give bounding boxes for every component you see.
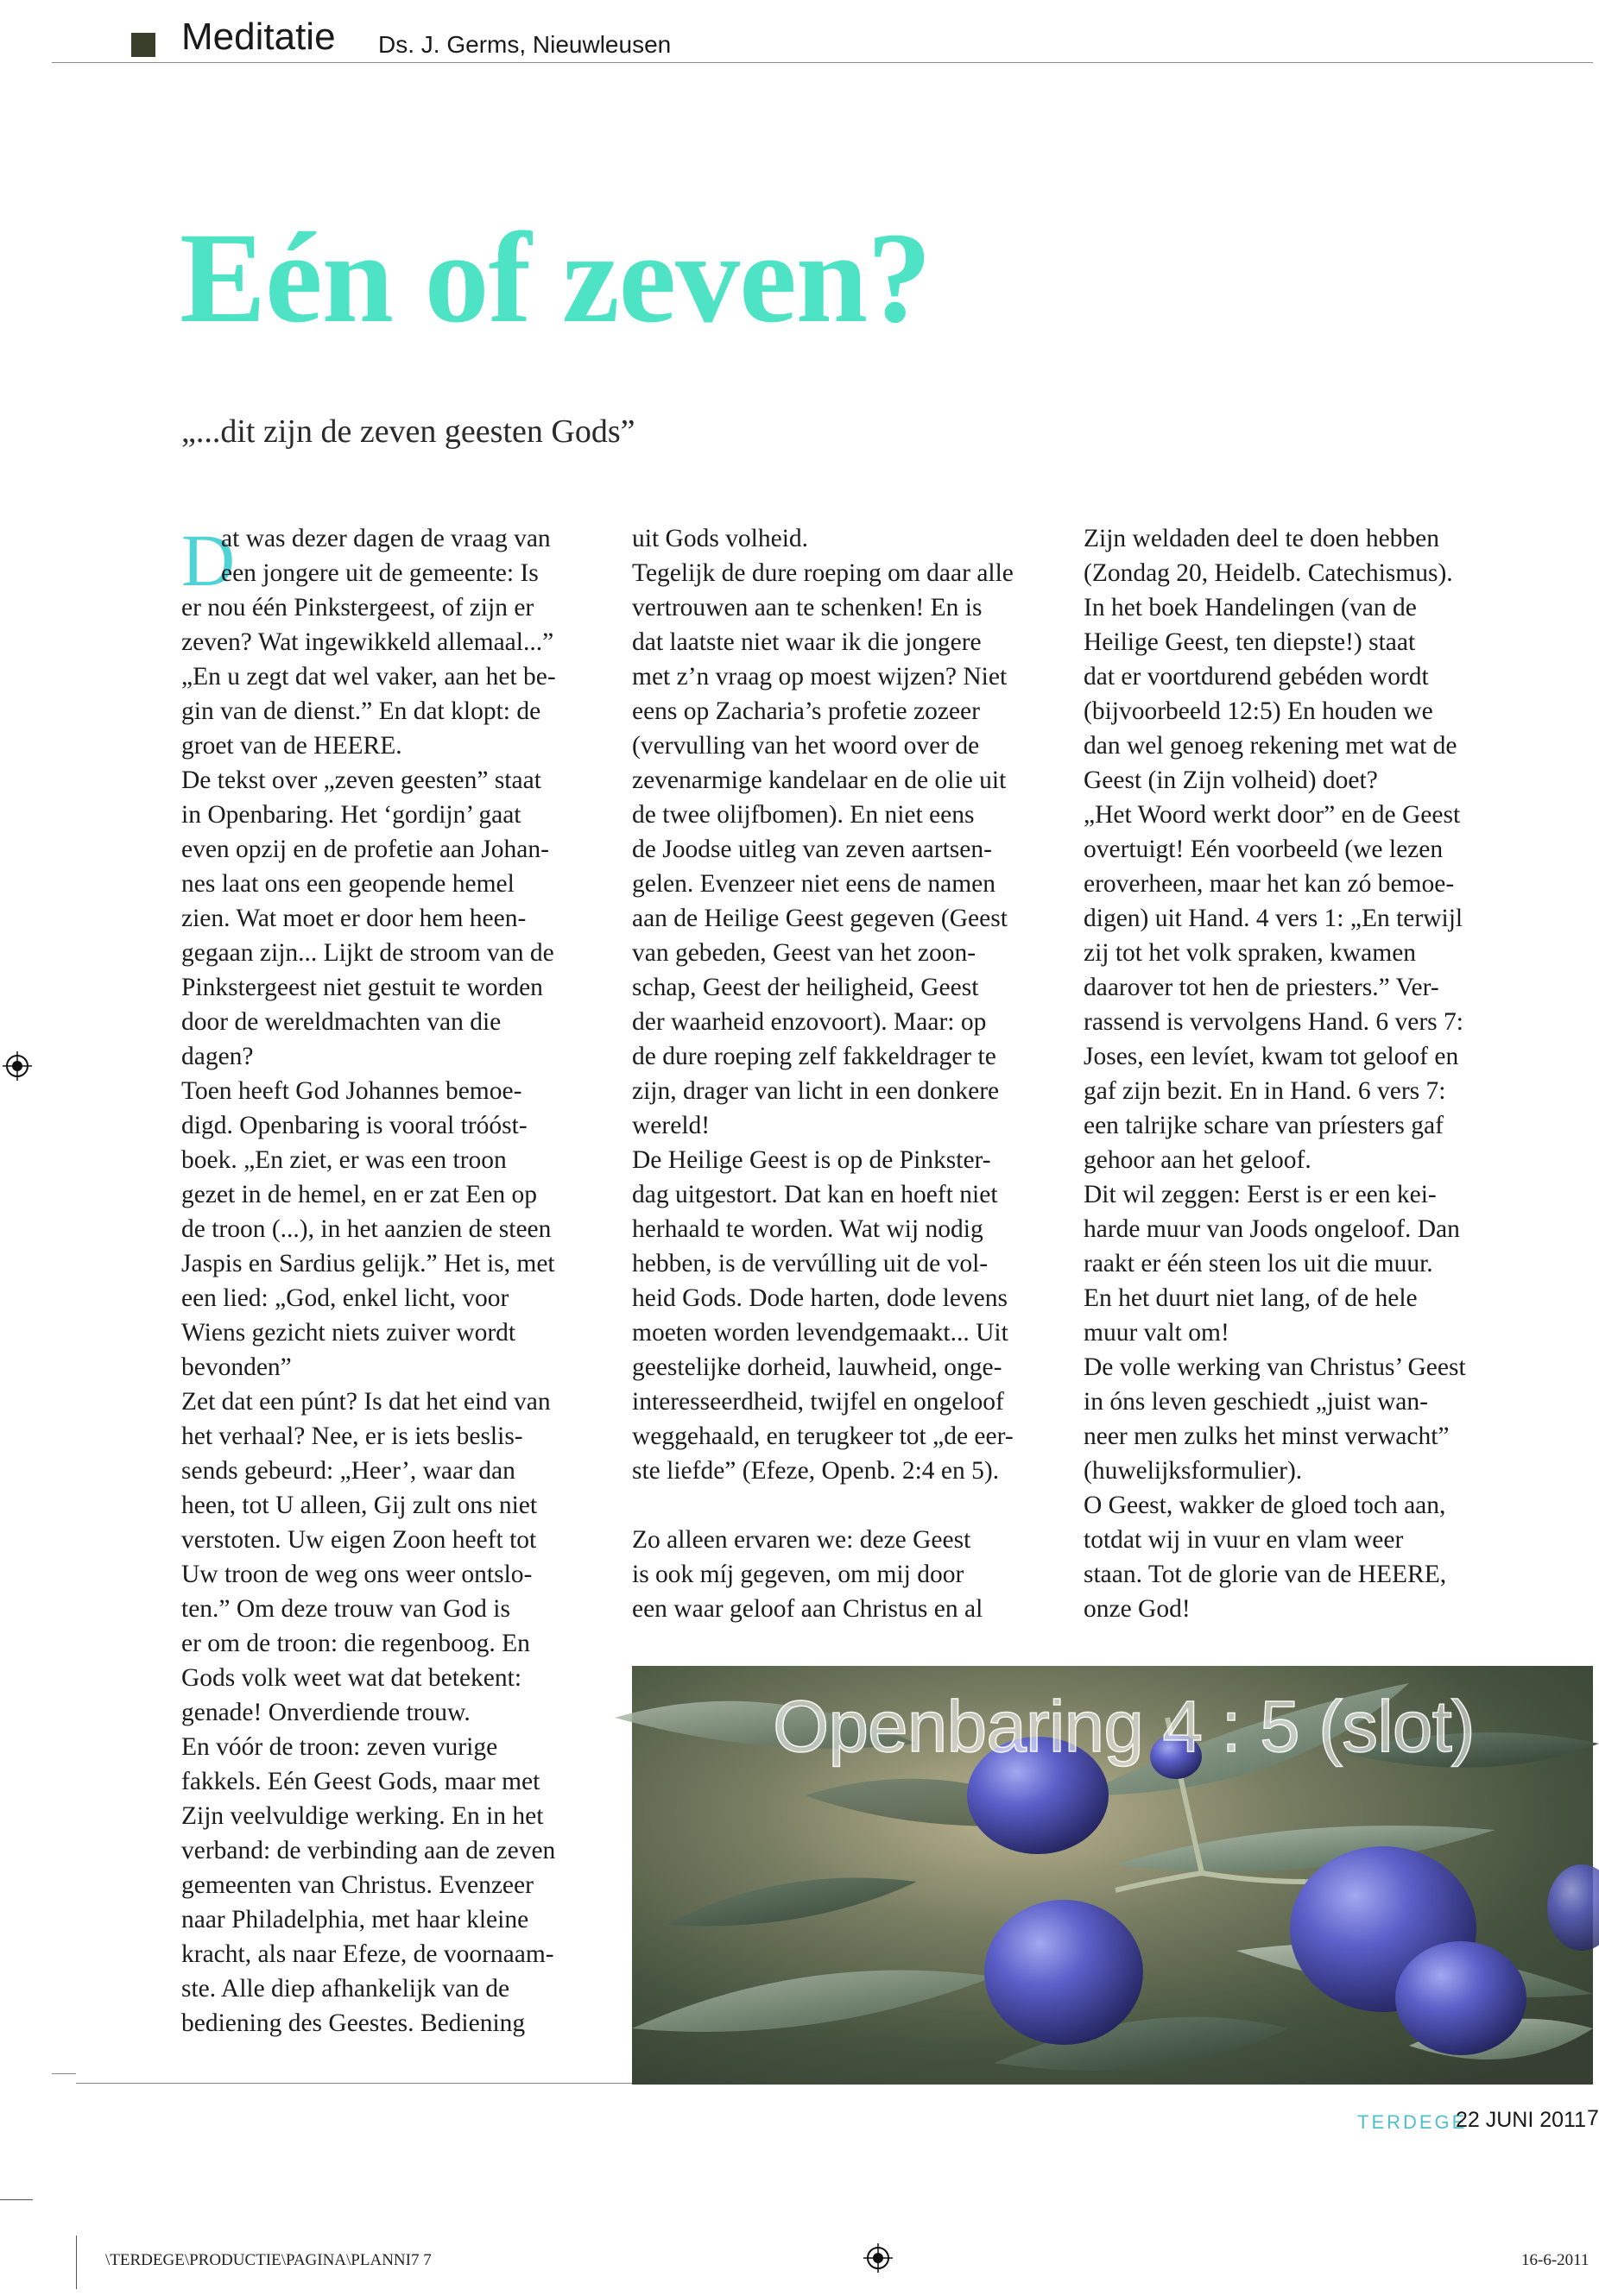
text-line: dagen? (181, 1043, 254, 1070)
text-line: in óns leven geschiedt „juist wan- (1084, 1388, 1428, 1416)
text-line: (Zondag 20, Heidelb. Catechismus). (1084, 559, 1453, 587)
text-line: Jaspis en Sardius gelijk.” Het is, met (181, 1250, 555, 1277)
text-line: een jongere uit de gemeente: Is (221, 559, 539, 587)
text-line: Zo alleen ervaren we: deze Geest (632, 1526, 971, 1554)
text-line: heen, tot U alleen, Gij zult ons niet (181, 1492, 538, 1519)
text-line: is ook míj gegeven, om mij door (632, 1561, 964, 1588)
text-line: het verhaal? Nee, er is iets beslis- (181, 1422, 523, 1450)
text-line: de troon (...), in het aanzien de steen (181, 1215, 552, 1243)
text-line: Tegelijk de dure roeping om daar alle (632, 559, 1014, 587)
text-line: Geest (in Zijn volheid) doet? (1084, 766, 1378, 794)
magazine-name: TERDEGE (1357, 2111, 1468, 2133)
text-line: totdat wij in vuur en vlam weer (1084, 1526, 1404, 1554)
author-line: Ds. J. Germs, Nieuwleusen (378, 31, 672, 58)
text-line: rassend is vervolgens Hand. 6 vers 7: (1084, 1008, 1463, 1036)
text-line: geestelijke dorheid, lauwheid, onge- (632, 1353, 1002, 1381)
text-line: bediening des Geestes. Bediening (181, 2009, 526, 2037)
text-line: Toen heeft God Johannes bemoe- (181, 1077, 522, 1105)
text-line: zij tot het volk spraken, kwamen (1084, 939, 1417, 967)
text-line: er om de troon: die regenboog. En (181, 1630, 530, 1657)
text-line: er nou één Pinkstergeest, of zijn er (181, 594, 534, 621)
registration-mark-icon (863, 2243, 893, 2273)
text-line: weggehaald, en terugkeer tot „de eer- (632, 1422, 1014, 1450)
text-line: En vóór de troon: zeven vurige (181, 1733, 498, 1761)
text-line: daarover tot hen de priesters.” Ver- (1084, 974, 1439, 1001)
text-line: Uw troon de weg ons weer ontslo- (181, 1561, 533, 1588)
text-line: van gebeden, Geest van het zoon- (632, 939, 976, 967)
text-line: gegaan zijn... Lijkt de stroom van de (181, 939, 554, 967)
text-line: (huwelijksformulier). (1084, 1457, 1303, 1485)
text-line: „En u zegt dat wel vaker, aan het be- (181, 663, 556, 691)
text-line: een lied: „God, enkel licht, voor (181, 1284, 509, 1312)
text-line: gelen. Evenzeer niet eens de namen (632, 870, 995, 898)
text-line: (vervulling van het woord over de (632, 732, 980, 760)
text-line: de Joodse uitleg van zeven aartsen- (632, 836, 992, 863)
text-line: heid Gods. Dode harten, dode levens (632, 1284, 1008, 1312)
text-line: herhaald te worden. Wat wij nodig (632, 1215, 983, 1243)
text-line: Pinkstergeest niet gestuit te worden (181, 974, 543, 1001)
text-line: door de wereldmachten van die (181, 1008, 502, 1036)
text-line: zevenarmige kandelaar en de olie uit (632, 766, 1007, 794)
text-line: ste. Alle diep afhankelijk van de (181, 1975, 510, 2003)
text-column-1 (181, 521, 613, 2041)
text-line: der waarheid enzovoort). Maar: op (632, 1008, 987, 1036)
text-line: staan. Tot de glorie van de HEERE, (1084, 1561, 1447, 1588)
text-line: In het boek Handelingen (van de (1084, 594, 1417, 621)
text-line: De tekst over „zeven geesten” staat (181, 766, 541, 794)
text-line: overtuigt! Eén voorbeeld (we lezen (1084, 836, 1444, 863)
text-line: even opzij en de profetie aan Johan- (181, 836, 549, 863)
text-line: aan de Heilige Geest gegeven (Geest (632, 905, 1008, 932)
text-line: verstoten. Uw eigen Zoon heeft tot (181, 1526, 537, 1554)
text-line: bevonden” (181, 1353, 292, 1381)
text-line: dag uitgestort. Dat kan en hoeft niet (632, 1181, 998, 1208)
text-column-2 (632, 521, 1064, 1626)
text-line: gemeenten van Christus. Evenzeer (181, 1871, 534, 1899)
text-line: Dit wil zeggen: Eerst is er een kei- (1084, 1181, 1437, 1208)
text-line: in Openbaring. Het ‘gordijn’ gaat (181, 801, 521, 829)
text-line: de dure roeping zelf fakkeldrager te (632, 1043, 996, 1070)
section-title: Meditatie (181, 16, 336, 58)
text-line: een waar geloof aan Christus en al (632, 1595, 983, 1623)
text-line: vertrouwen aan te schenken! En is (632, 594, 983, 621)
text-line: met z’n vraag op moest wijzen? Niet (632, 663, 1008, 691)
text-line: verband: de verbinding aan de zeven (181, 1837, 556, 1864)
text-line: sends gebeurd: „Heer’, waar dan (181, 1457, 515, 1485)
header-crop-tick (52, 62, 76, 63)
text-line: de twee olijfbomen). En niet eens (632, 801, 975, 829)
text-line: Heilige Geest, ten diepste!) staat (1084, 628, 1416, 656)
text-line: raakt er één steen los uit die muur. (1084, 1250, 1433, 1277)
text-line: En het duurt niet lang, of de hele (1084, 1284, 1418, 1312)
paragraph-gap (632, 1488, 1064, 1523)
text-line: nes laat ons een geopende hemel (181, 870, 515, 898)
text-line: wereld! (632, 1112, 711, 1139)
text-line: muur valt om! (1084, 1319, 1229, 1347)
text-line: „Het Woord werkt door” en de Geest (1084, 801, 1461, 829)
registration-mark-icon (3, 1051, 32, 1081)
photo-caption: Openbaring 4 : 5 (slot) (773, 1686, 1475, 1767)
footer-crop-tick (52, 2073, 76, 2074)
text-line: ste liefde” (Efeze, Openb. 2:4 en 5). (632, 1457, 1000, 1485)
production-date: 16-6-2011 (1521, 2251, 1590, 2269)
text-line: Zijn weldaden deel te doen hebben (1084, 525, 1440, 552)
text-line: Gods volk weet wat dat betekent: (181, 1664, 522, 1692)
text-line: genade! Onverdiende trouw. (181, 1699, 471, 1726)
footer-rule (76, 2083, 632, 2084)
text-line: dat er voortdurend gebéden wordt (1084, 663, 1429, 691)
text-line: zijn, drager van licht in een donkere (632, 1077, 1000, 1105)
header-rule (76, 62, 1593, 63)
text-line: dan wel genoeg rekening met wat de (1084, 732, 1457, 760)
text-line: Joses, een levíet, kwam tot geloof en (1084, 1043, 1459, 1070)
text-line: at was dezer dagen de vraag van (221, 525, 551, 552)
page-number: 7 (1587, 2106, 1599, 2130)
text-line: De volle werking van Christus’ Geest (1084, 1353, 1466, 1381)
text-line: (bijvoorbeeld 12:5) En houden we (1084, 697, 1433, 725)
production-slug: \TERDEGE\PRODUCTIE\PAGINA\PLANNI7 7 (105, 2251, 432, 2269)
text-line: digen) uit Hand. 4 vers 1: „En terwijl (1084, 905, 1463, 932)
text-line: De Heilige Geest is op de Pinkster- (632, 1146, 991, 1174)
text-line: O Geest, wakker de gloed toch aan, (1084, 1492, 1446, 1519)
text-line: zien. Wat moet er door hem heen- (181, 905, 527, 932)
drop-cap: D (181, 519, 236, 602)
text-line: uit Gods volheid. (632, 525, 809, 552)
text-line: een talrijke schare van príesters gaf (1084, 1112, 1444, 1139)
text-line: groet van de HEERE. (181, 732, 402, 760)
text-line: neer men zulks het minst verwacht” (1084, 1422, 1450, 1450)
text-line: harde muur van Joods ongeloof. Dan (1084, 1215, 1460, 1243)
text-line: gehoor aan het geloof. (1084, 1146, 1311, 1174)
text-line: kracht, als naar Efeze, de voornaam- (181, 1940, 554, 1968)
text-line: gezet in de hemel, en er zat Een op (181, 1181, 537, 1208)
text-line: digd. Openbaring is vooral tróóst- (181, 1112, 528, 1139)
text-line: moeten worden levendgemaakt... Uit (632, 1319, 1008, 1347)
text-line: dat laatste niet waar ik die jongere (632, 628, 982, 656)
text-line: naar Philadelphia, met haar kleine (181, 1906, 529, 1933)
article-subtitle: „...dit zijn de zeven geesten Gods” (181, 413, 635, 450)
crop-mark-vertical (76, 2236, 77, 2289)
text-line: boek. „En ziet, er was een troon (181, 1146, 507, 1174)
text-line: Zijn veelvuldige werking. En in het (181, 1802, 544, 1830)
text-line: zeven? Wat ingewikkeld allemaal...” (181, 628, 554, 656)
section-marker (131, 33, 155, 57)
text-line: Wiens gezicht niets zuiver wordt (181, 1319, 516, 1347)
text-line: eens op Zacharia’s profetie zozeer (632, 697, 980, 725)
text-line: hebben, is de vervúlling uit de vol- (632, 1250, 989, 1277)
text-line: ten.” Om deze trouw van God is (181, 1595, 510, 1623)
text-line: Zet dat een púnt? Is dat het eind van (181, 1388, 551, 1416)
text-column-3 (1084, 521, 1515, 1626)
article-title: Eén of zeven? (180, 206, 932, 350)
text-line: onze God! (1084, 1595, 1191, 1623)
text-line: gin van de dienst.” En dat klopt: de (181, 697, 541, 725)
text-line: schap, Geest der heiligheid, Geest (632, 974, 979, 1001)
crop-mark (0, 2199, 33, 2200)
text-line: gaf zijn bezit. En in Hand. 6 vers 7: (1084, 1077, 1446, 1105)
text-line: interesseerdheid, twijfel en ongeloof (632, 1388, 1004, 1416)
text-line: eroverheen, maar het kan zó bemoe- (1084, 870, 1455, 898)
text-line: fakkels. Eén Geest Gods, maar met (181, 1768, 540, 1795)
issue-date: 22 JUNI 2011 (1456, 2108, 1587, 2132)
